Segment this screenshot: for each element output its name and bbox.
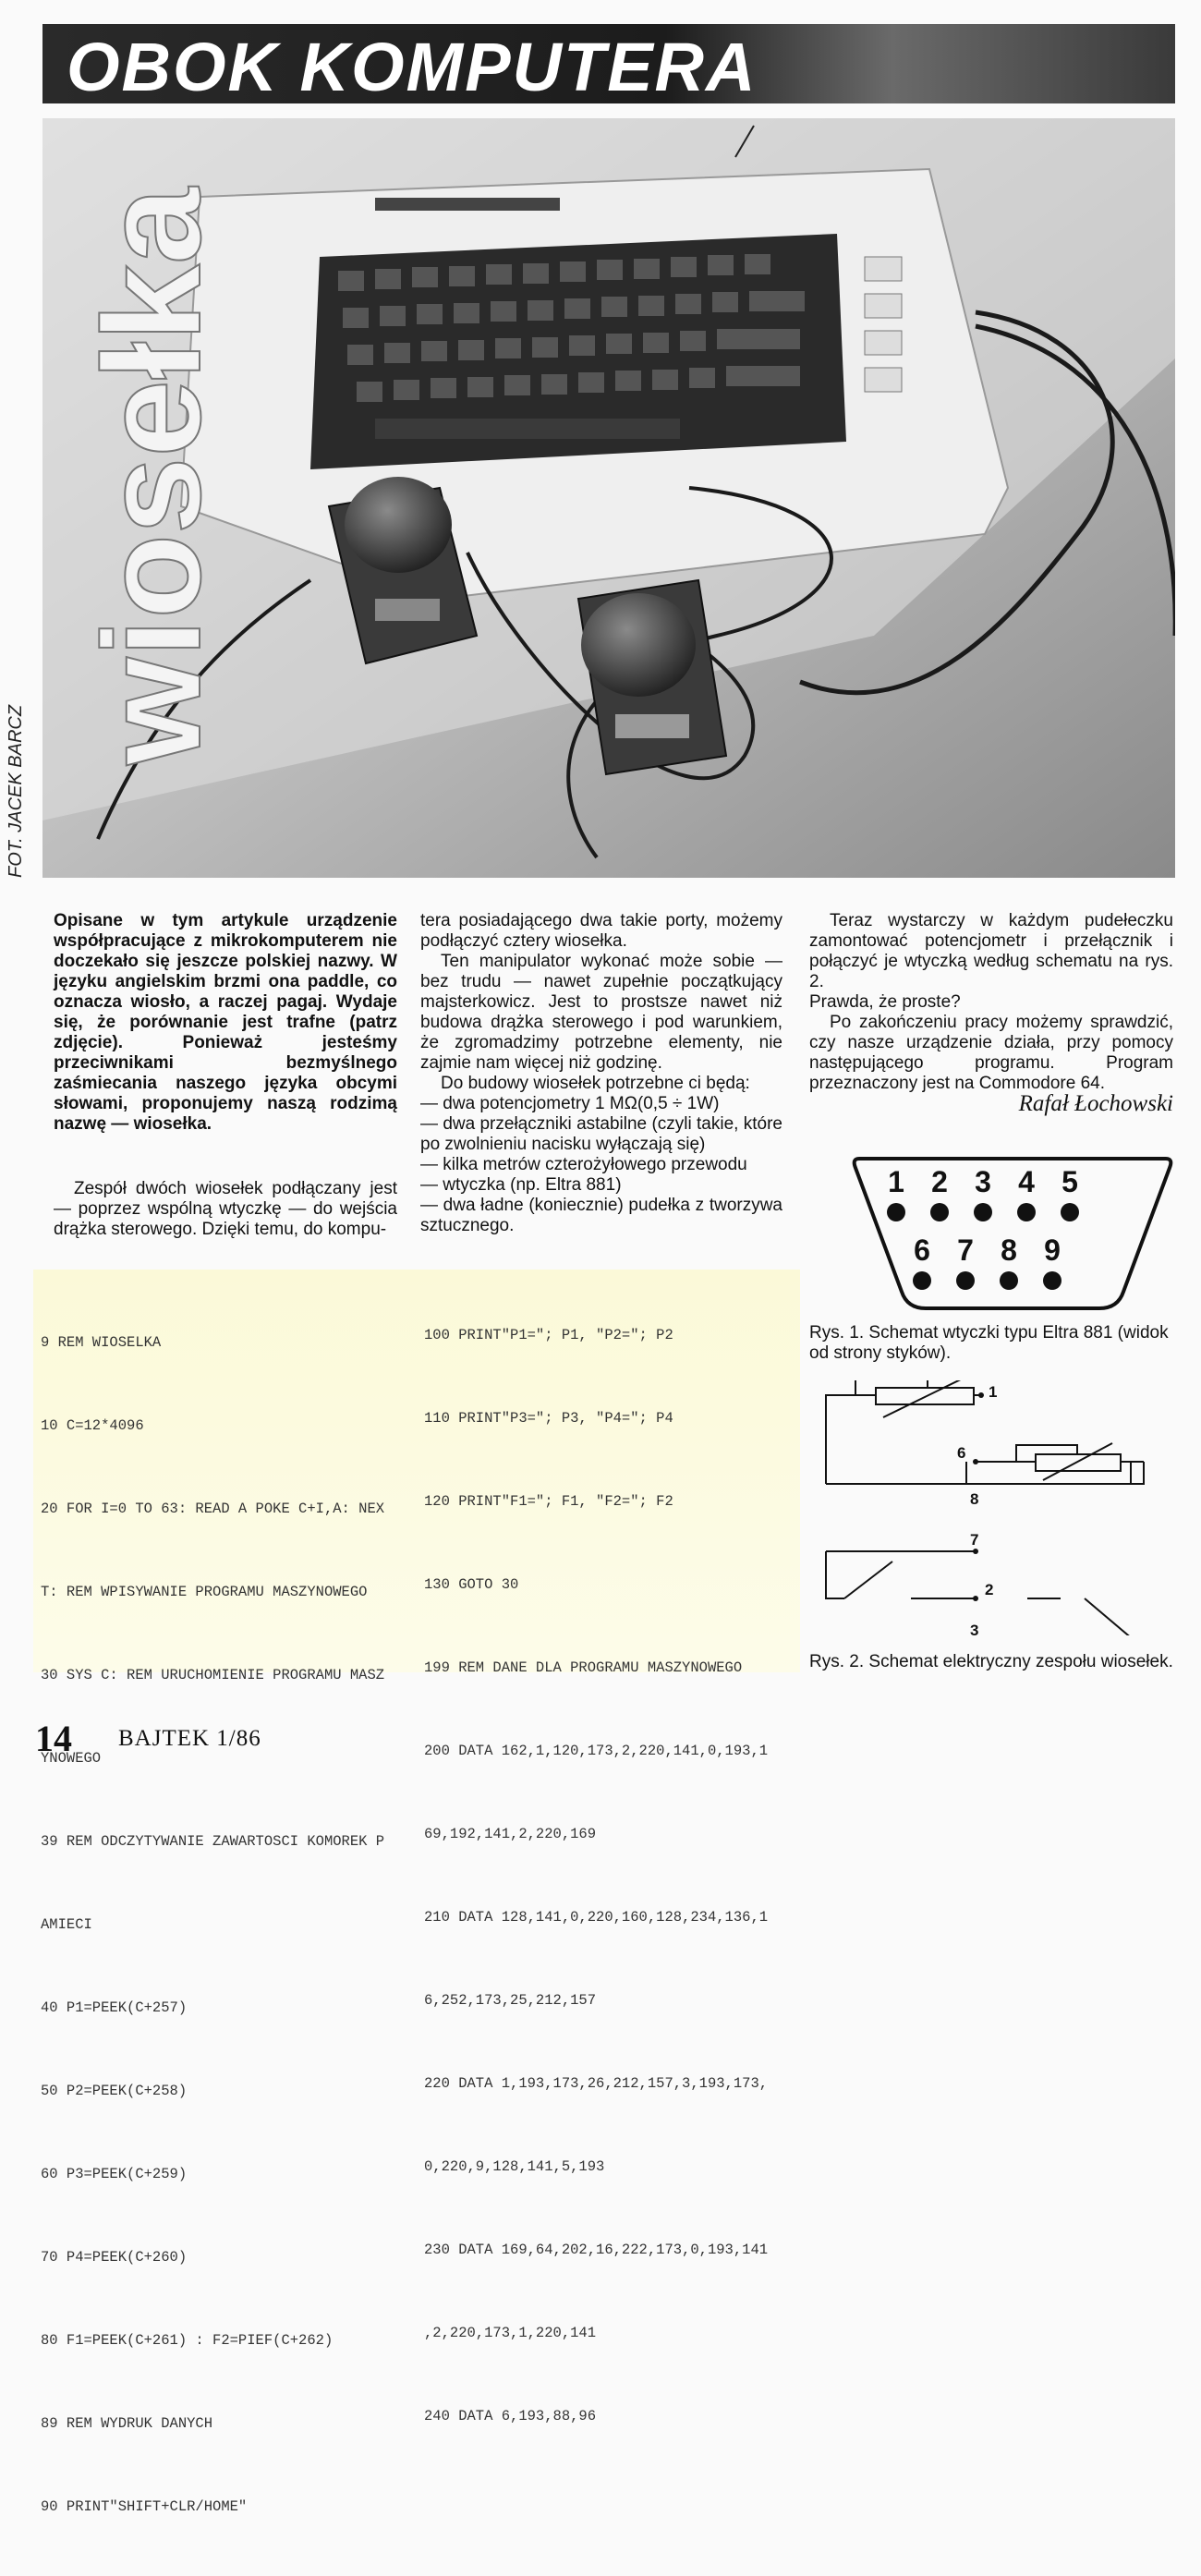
lead-paragraph: Opisane w tym artykule urządzenie współpracujące z mikrokomputerem nie doczekało się jeszcze polskiej nazwy. W języku angielskim brzmi ona paddle, co oznacza wiosło, a raczej pagaj. Wydaje się, że porównanie jest trafne (patrz zdjęcie). Ponieważ jesteśmy przeciwnikami bezmyślnego zaśmiecania naszego języka obcymi słowami, proponujemy naszą rodzimą nazwę — wiosełka.	[54, 911, 397, 1134]
magazine-issue: BAJTEK 1/86	[118, 1726, 261, 1751]
paragraph: Ten manipulator wykonać może sobie — bez trudu — nawet zupełnie początkujący majsterkowicz. Jest to prostsze nawet niż budowa drążka sterowego i pod warunkiem, że zgromadzimy potrzebne elementy, nie zajmie nam więcej niż godzinę.	[420, 952, 782, 1073]
photo-illustration	[42, 118, 1175, 878]
pin-dot	[930, 1203, 949, 1221]
code-line: 199 REM DANE DLA PROGRAMU MASZYNOWEGO	[424, 1659, 743, 1676]
terminal-label: 1	[989, 1383, 998, 1401]
code-line: 40 P1=PEEK(C+257)	[41, 1999, 188, 2016]
author-signature: Rafał Łochowski	[1018, 1091, 1173, 1116]
code-line: 70 P4=PEEK(C+260)	[41, 2249, 188, 2266]
pin-dot	[1017, 1203, 1036, 1221]
photo-overlay-title: wiosełka	[74, 187, 229, 765]
paragraph: Prawda, że proste?	[809, 992, 961, 1012]
figure-1-caption: Rys. 1. Schemat wtyczki typu Eltra 881 (widok od strony styków).	[809, 1323, 1169, 1363]
photo-credit-text: FOT. JACEK BARCZ	[6, 704, 26, 878]
code-column-right	[424, 1266, 768, 2485]
code-line: 200 DATA 162,1,120,173,2,220,141,0,193,1	[424, 1743, 769, 1759]
code-line: 240 DATA 6,193,88,96	[424, 2408, 597, 2424]
paragraph: Po zakończeniu pracy możemy sprawdzić, czy nasze urządzenie działa, przy pomocy następującego programu. Program przeznaczony jest na Commodore 64.	[809, 1013, 1173, 1093]
code-line: 30 SYS C: REM URUCHOMIENIE PROGRAMU MASZ	[41, 1667, 385, 1683]
pin-dot	[974, 1203, 992, 1221]
pin-label: 2	[931, 1165, 948, 1198]
code-column-left	[41, 1273, 384, 2576]
terminal-label: 8	[970, 1490, 979, 1508]
code-line: 100 PRINT"P1="; P1, "P2="; P2	[424, 1327, 673, 1343]
section-title: OBOK KOMPUTERA	[67, 29, 758, 105]
code-line: 69,192,141,2,220,169	[424, 1826, 597, 1842]
code-line: 6,252,173,25,212,157	[424, 1992, 597, 2009]
pin-label: 3	[975, 1165, 991, 1198]
pin-dot	[913, 1271, 931, 1290]
terminal-label: 2	[985, 1581, 994, 1598]
page-number: 14	[35, 1718, 72, 1759]
header-banner	[42, 24, 1175, 103]
schematic-diagram	[819, 1380, 1170, 1635]
pin-label: 9	[1044, 1233, 1061, 1267]
code-line: 220 DATA 1,193,173,26,212,157,3,193,173,	[424, 2075, 769, 2092]
paragraph: Teraz wystarczy w każdym pudełeczku zamontować potencjometr i przełącznik i połączyć je wtyczką według schematu na rys. 2.	[809, 911, 1173, 991]
code-line: 230 DATA 169,64,202,16,222,173,0,193,141	[424, 2242, 769, 2258]
code-line: YNOWEGO	[41, 1750, 102, 1767]
code-line: 130 GOTO 30	[424, 1576, 519, 1593]
article-column-2	[420, 911, 782, 1236]
pin-dot	[887, 1203, 905, 1221]
connector-diagram	[850, 1153, 1175, 1318]
code-line: 50 P2=PEEK(C+258)	[41, 2083, 188, 2099]
code-line: 20 FOR I=0 TO 63: READ A POKE C+I,A: NEX	[41, 1501, 385, 1517]
code-line: 120 PRINT"F1="; F1, "F2="; F2	[424, 1493, 673, 1510]
list-item: — dwa przełączniki astabilne (czyli takie, które po zwolnieniu nacisku wyłączają się)	[420, 1114, 782, 1154]
pin-label: 7	[957, 1233, 974, 1267]
pin-dot	[956, 1271, 975, 1290]
code-line: 89 REM WYDRUK DANYCH	[41, 2415, 213, 2432]
code-line: 10 C=12*4096	[41, 1417, 144, 1434]
terminal-label: 3	[970, 1622, 979, 1635]
list-item: — wtyczka (np. Eltra 881)	[420, 1175, 622, 1195]
article-column-1	[54, 911, 397, 1240]
article-column-3	[809, 911, 1173, 1114]
paragraph: Do budowy wiosełek potrzebne ci będą:	[441, 1074, 750, 1093]
code-line: 0,220,9,128,141,5,193	[424, 2158, 605, 2175]
terminal-label: 7	[970, 1531, 979, 1549]
pin-dot	[1000, 1271, 1018, 1290]
list-item: — dwa potencjometry 1 MΩ(0,5 ÷ 1W)	[420, 1094, 720, 1113]
terminal-label: 6	[957, 1444, 966, 1462]
pin-label: 6	[914, 1233, 930, 1267]
list-item: — dwa ładne (koniecznie) pudełka z tworzywa sztucznego.	[420, 1196, 782, 1235]
code-line: 210 DATA 128,141,0,220,160,128,234,136,1	[424, 1909, 769, 1926]
pin-label: 8	[1001, 1233, 1017, 1267]
code-line: ,2,220,173,1,220,141	[424, 2325, 597, 2341]
pin-label: 5	[1061, 1165, 1078, 1198]
paragraph: tera posiadającego dwa takie porty, możemy podłączyć cztery wiosełka.	[420, 911, 782, 951]
code-line: AMIECI	[41, 1916, 92, 1933]
article-photo	[42, 118, 1175, 878]
pin-dot	[1061, 1203, 1079, 1221]
pin-dot	[1043, 1271, 1061, 1290]
code-line: 80 F1=PEEK(C+261) : F2=PIEF(C+262)	[41, 2332, 334, 2349]
figure-2-caption: Rys. 2. Schemat elektryczny zespołu wiosełek.	[809, 1652, 1173, 1671]
code-line: T: REM WPISYWANIE PROGRAMU MASZYNOWEGO	[41, 1584, 368, 1600]
code-line: 9 REM WIOSELKA	[41, 1334, 162, 1351]
list-item: — kilka metrów czterożyłowego przewodu	[420, 1155, 747, 1174]
code-line: 90 PRINT"SHIFT+CLR/HOME"	[41, 2498, 248, 2515]
paragraph: Zespół dwóch wiosełek podłączany jest — poprzez wspólną wtyczkę — do wejścia drążka sterowego. Dzięki temu, do kompu-	[54, 1179, 397, 1239]
code-line: 110 PRINT"P3="; P3, "P4="; P4	[424, 1410, 673, 1427]
pin-label: 4	[1018, 1165, 1035, 1198]
code-line: 39 REM ODCZYTYWANIE ZAWARTOSCI KOMOREK P	[41, 1833, 385, 1850]
pin-label: 1	[888, 1165, 904, 1198]
code-line: 60 P3=PEEK(C+259)	[41, 2166, 188, 2182]
